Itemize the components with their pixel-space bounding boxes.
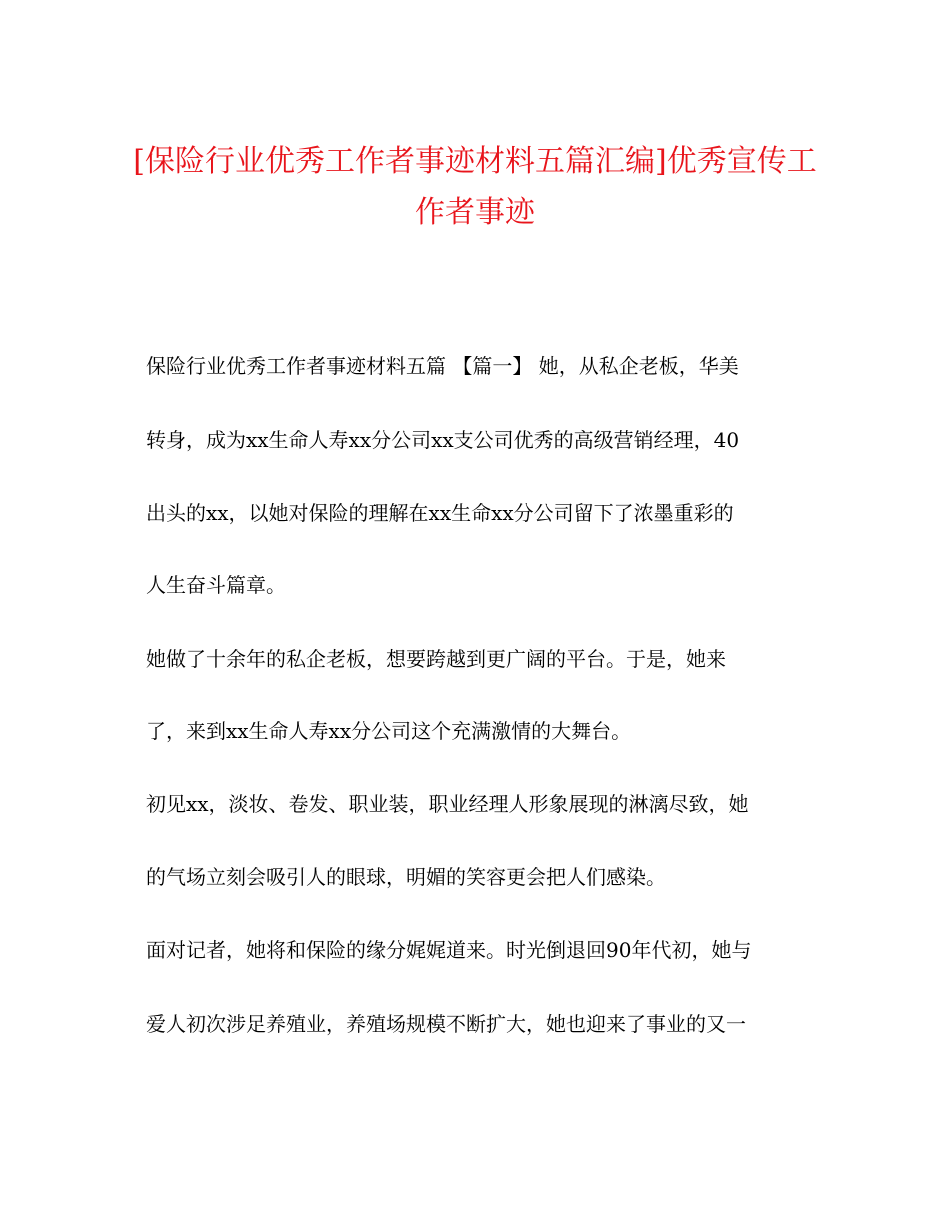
- body-line-3: 出头的xx，以她对保险的理解在xx生命xx分公司留下了浓墨重彩的: [146, 501, 734, 525]
- body-line-5: 她做了十余年的私企老板，想要跨越到更广阔的平台。于是，她来: [146, 647, 726, 671]
- body-line-10: 爱人初次涉足养殖业，养殖场规模不断扩大，她也迎来了事业的又一: [146, 1012, 746, 1036]
- body-line-1: 保险行业优秀工作者事迹材料五篇 【篇一】 她，从私企老板，华美: [146, 354, 739, 378]
- document-title-line-2: 作者事迹: [415, 195, 535, 230]
- body-line-4: 人生奋斗篇章。: [146, 573, 286, 597]
- body-line-7: 初见xx，淡妆、卷发、职业装，职业经理人形象展现的淋漓尽致，她: [146, 792, 749, 816]
- body-line-9: 面对记者，她将和保险的缘分娓娓道来。时光倒退回90年代初，她与: [146, 938, 752, 962]
- document-title-line-1: [保险行业优秀工作者事迹材料五篇汇编]优秀宣传工: [133, 144, 817, 179]
- body-line-6: 了，来到xx生命人寿xx分公司这个充满激情的大舞台。: [146, 719, 632, 743]
- body-line-8: 的气场立刻会吸引人的眼球，明媚的笑容更会把人们感染。: [146, 865, 666, 889]
- body-line-2: 转身，成为xx生命人寿xx分公司xx支公司优秀的高级营销经理，40: [146, 428, 740, 452]
